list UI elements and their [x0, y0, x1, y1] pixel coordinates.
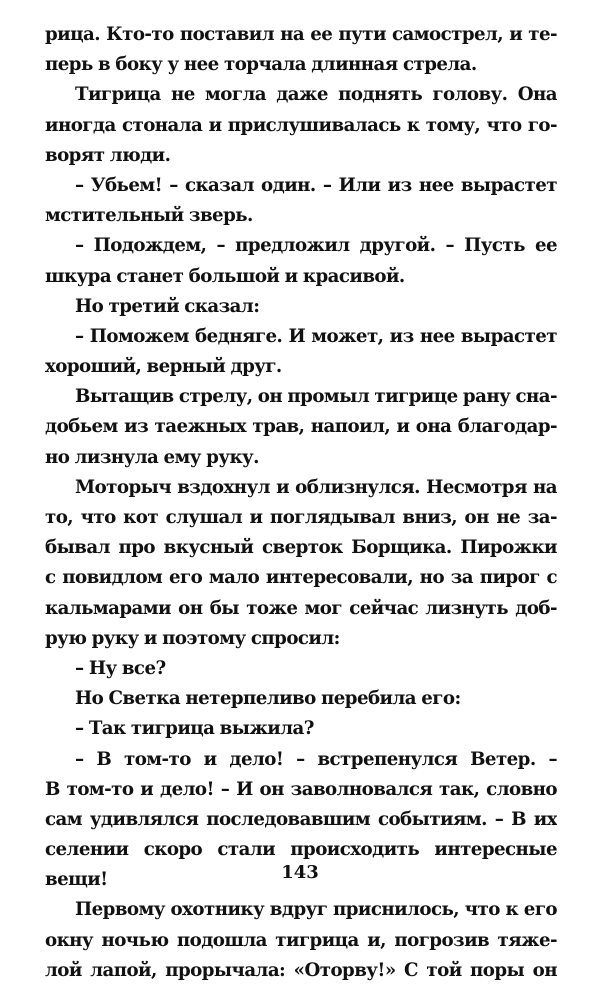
- text-line: то, что кот слушал и поглядывал вниз, он не за-: [45, 507, 557, 528]
- text-line: мстительный зверь.: [45, 205, 253, 227]
- text-line: – Ну все?: [75, 657, 166, 679]
- text-line: селении скоро стали происходить интересные: [45, 839, 557, 861]
- text-line: Но третий сказал:: [75, 295, 260, 317]
- text-line: сам удивлялся последовавшим событиям. – В их: [45, 808, 557, 830]
- page-text: [45, 20, 557, 986]
- text-line: шкура станет большой и красивой.: [45, 265, 405, 287]
- text-line: окну ночью подошла тигрица и, погрозив тяже-: [45, 929, 557, 951]
- text-line: рую руку и поэтому спросил:: [45, 627, 340, 649]
- text-line: – Убьем! – сказал один. – Или из нее вырастет: [75, 174, 557, 196]
- text-line: но лизнула ему руку.: [45, 446, 259, 468]
- text-line: Первому охотнику вдруг приснилось, что к его: [75, 899, 557, 921]
- text-line: Вытащив стрелу, он промыл тигрице рану сна-: [75, 386, 557, 408]
- text-line: Но Светка нетерпеливо перебила его:: [75, 688, 461, 710]
- text-line: – В том-то и дело! – встрепенулся Ветер. –: [75, 748, 557, 770]
- text-line: бывал про вкусный сверток Борщика. Пирожки: [45, 537, 557, 559]
- page-number: 143: [281, 862, 319, 883]
- text-line: Моторыч вздохнул и облизнулся. Несмотря на: [75, 476, 557, 498]
- text-line: кальмарами он бы тоже мог сейчас лизнуть доб-: [45, 597, 557, 619]
- text-line: – Так тигрица выжила?: [75, 718, 314, 740]
- text-line: хороший, верный друг.: [45, 356, 282, 378]
- text-line: вещи!: [45, 869, 108, 891]
- text-line: Тигрица не могла даже поднять голову. Она: [75, 84, 557, 106]
- text-line: – Подождем, – предложил другой. – Пусть ее: [75, 235, 557, 257]
- text-line: рица. Кто-то поставил на ее пути самострел, и те-: [45, 24, 557, 45]
- text-line: с повидлом его мало интересовали, но за пирог с: [45, 567, 557, 589]
- text-line: – Поможем бедняге. И может, из нее вырастет: [75, 325, 557, 347]
- text-line: перь в боку у нее торчала длинная стрела.: [45, 54, 477, 76]
- text-line: В том-то и дело! – И он заволновался так, словно: [45, 778, 557, 800]
- text-line: ворят люди.: [45, 144, 171, 166]
- text-line: иногда стонала и прислушивалась к тому, что го-: [45, 114, 557, 136]
- text-line: добьем из таежных трав, напоил, и она благодар-: [45, 416, 557, 438]
- text-line: лой лапой, прорычала: «Оторву!» С той поры он: [45, 959, 557, 981]
